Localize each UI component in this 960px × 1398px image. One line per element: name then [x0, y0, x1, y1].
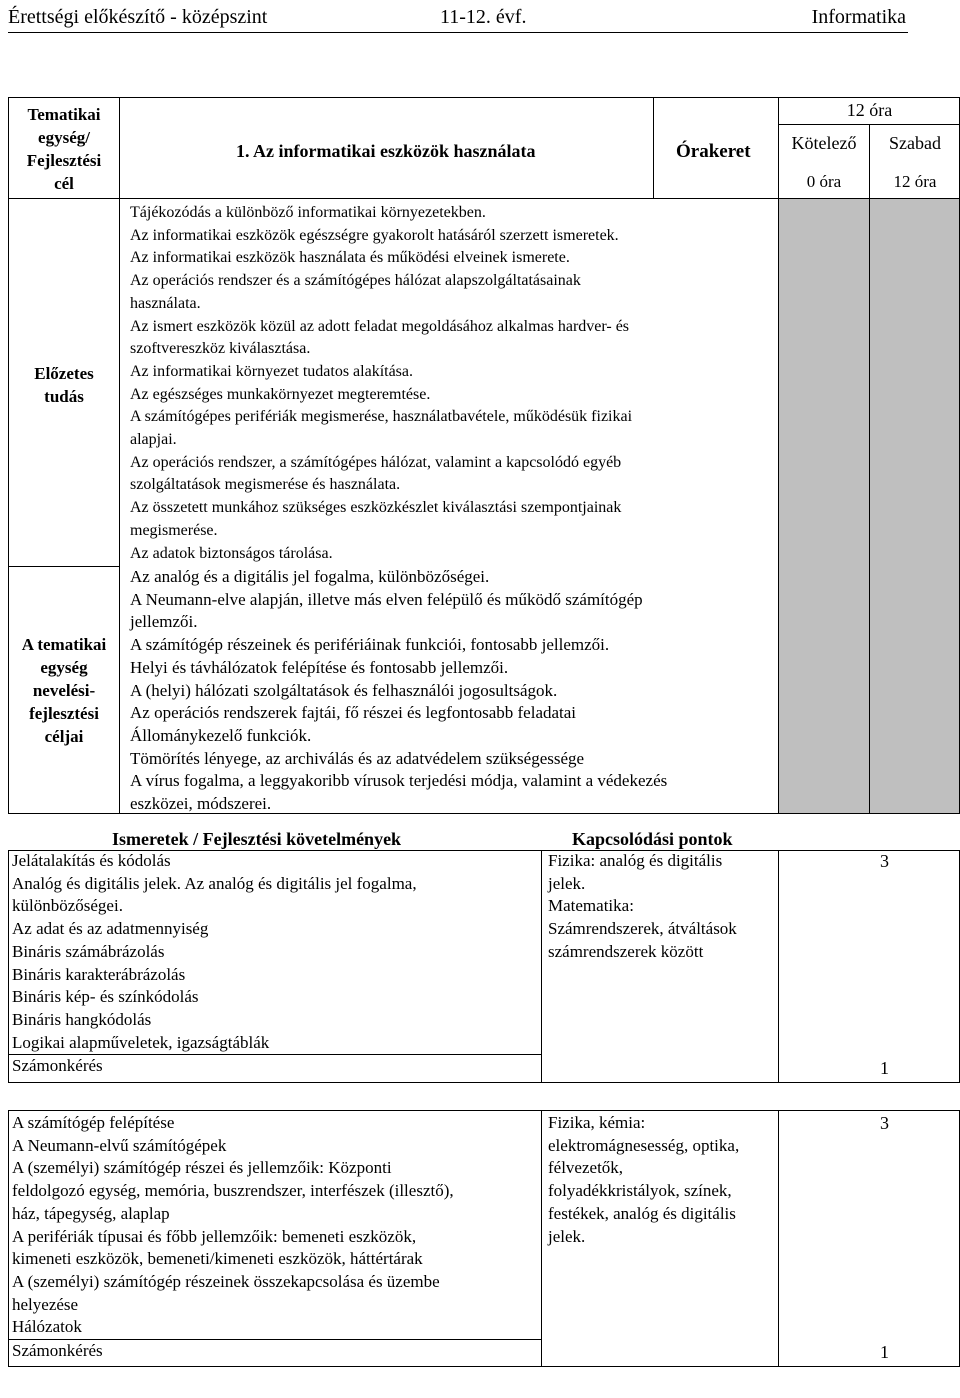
list-item: Az informatikai környezet tudatos alakítása.: [130, 362, 414, 380]
celjai-list: [130, 566, 667, 816]
list-item: A számítógép felépítése: [12, 1113, 175, 1132]
list-item: Az adat és az adatmennyiség: [12, 919, 209, 939]
kotelezo-label: Kötelező: [791, 133, 857, 153]
list-item: A vírus fogalma, a leggyakoribb vírusok terjedési módja, valamint a védekezés: [130, 771, 668, 791]
page-header: [8, 4, 908, 33]
szabad-hours: 12 óra: [893, 172, 937, 191]
list-item: ház, tápegység, alaplap: [12, 1203, 170, 1223]
section-2-sep-1: [541, 1110, 542, 1367]
unit-title: 1. Az informatikai eszközök használata: [236, 141, 536, 161]
list-item: Tájékozódás a különböző informatikai környezetekben.: [130, 204, 486, 221]
list-item: A számítógép részeinek és perifériáinak funkciói, fontosabb jellemzői.: [130, 635, 610, 655]
total-hours: 12 óra: [846, 100, 893, 120]
list-item: Fizika: analóg és digitális: [548, 851, 723, 870]
list-item: Bináris kép- és színkódolás: [12, 987, 199, 1007]
orakeret-label: Órakeret: [676, 141, 751, 162]
orakeret-sep: [653, 97, 654, 198]
list-item: félvezetők,: [548, 1158, 624, 1178]
list-item: Az adatok biztonságos tárolása.: [130, 544, 333, 562]
top-row-sep-2: [8, 566, 119, 567]
list-item: jelek.: [548, 1226, 586, 1246]
list-item: Bináris hangkódolás: [12, 1009, 152, 1029]
list-item: A (személyi) számítógép részeinek összekapcsolása és üzembe: [12, 1271, 440, 1291]
kotelezo-hours: 0 óra: [806, 172, 842, 191]
header-subject: Informatika: [811, 6, 906, 28]
list-item: helyezése: [12, 1294, 79, 1314]
list-item: Az ismert eszközök közül az adott feladat megoldásához alkalmas hardver- és: [130, 317, 630, 335]
list-item: A Neumann-elvű számítógépek: [12, 1135, 227, 1155]
list-item: számrendszerek között: [548, 941, 704, 961]
list-item: Hálózatok: [12, 1317, 82, 1337]
section-1-sep-1: [541, 850, 542, 1083]
col-header-ismeretek: Ismeretek / Fejlesztési követelmények: [112, 829, 402, 849]
list-item: jelek.: [548, 873, 586, 893]
szabad-label: Szabad: [889, 133, 941, 153]
szabad-shade: [870, 199, 959, 813]
section-2-szamonkeres-hours: 1: [880, 1342, 889, 1362]
elozetes-label: Előzetes tudás: [34, 364, 94, 406]
list-item: Az egészséges munkakörnyezet megteremtése.: [130, 385, 431, 403]
list-item: A perifériák típusai és főbb jellemzőik: bemeneti eszközök,: [12, 1226, 417, 1246]
list-item: Jelátalakítás és kódolás: [12, 851, 171, 870]
list-item: Állománykezelő funkciók.: [130, 725, 312, 745]
section-2-hours: 3: [880, 1113, 889, 1133]
section-1-kapcsolodasi: [548, 850, 737, 964]
list-item: festékek, analóg és digitális: [548, 1203, 736, 1223]
list-item: Fizika, kémia:: [548, 1113, 646, 1132]
elozetes-list: [130, 202, 632, 565]
list-item: Helyi és távhálózatok felépítése és fontosabb jellemzői.: [130, 657, 509, 677]
list-item: Számrendszerek, átváltások: [548, 919, 737, 939]
list-item: eszközei, módszerei.: [130, 794, 272, 814]
list-item: Analóg és digitális jelek. Az analóg és digitális jel fogalma,: [12, 873, 417, 893]
top-col-sep-1: [119, 97, 120, 814]
list-item: A Neumann-elve alapján, illetve más elven felépülő és működő számítógép: [130, 589, 643, 609]
list-item: A számítógépes perifériák megismerése, használatbavétele, működésük fizikai: [130, 408, 633, 426]
list-item: szolgáltatások megismerése és használata.: [130, 476, 401, 494]
section-1-ismeretek: [12, 850, 417, 1054]
header-title: Érettségi előkészítő - középszint: [8, 6, 268, 28]
section-1-hours: 3: [880, 851, 889, 871]
list-item: A (személyi) számítógép részei és jellemzőik: Központi: [12, 1158, 392, 1178]
list-item: alapjai.: [130, 431, 177, 449]
list-item: Az informatikai eszközök használata és működési elveinek ismerete.: [130, 249, 570, 267]
list-item: szoftvereszköz kiválasztása.: [130, 340, 311, 358]
list-item: Az operációs rendszer és a számítógépes hálózat alapszolgáltatásainak: [130, 272, 581, 290]
unit-label: Tematikai egység/ Fejlesztési cél: [26, 105, 102, 193]
section-1-szamonkeres-hours: 1: [880, 1058, 889, 1078]
list-item: A (helyi) hálózati szolgáltatások és felhasználói jogosultságok.: [130, 680, 558, 700]
list-item: Bináris számábrázolás: [12, 941, 165, 961]
section-1-sep-2: [778, 850, 779, 1083]
list-item: feldolgozó egység, memória, buszrendszer, interfészek (illesztő),: [12, 1181, 454, 1201]
list-item: Logikai alapműveletek, igazságtáblák: [12, 1032, 270, 1052]
list-item: elektromágnesesség, optika,: [548, 1135, 740, 1155]
section-2-sep-2: [778, 1110, 779, 1367]
list-item: Matematika:: [548, 896, 634, 916]
list-item: Bináris karakterábrázolás: [12, 964, 186, 984]
section-1-szamonkeres: Számonkérés: [12, 1056, 103, 1075]
section-2-szamonkeres: Számonkérés: [12, 1341, 103, 1360]
hours-row-sep: [778, 124, 960, 125]
list-item: Tömörítés lényege, az archiválás és az adatvédelem szükségessége: [130, 748, 585, 768]
list-item: folyadékkristályok, színek,: [548, 1181, 732, 1201]
celjai-label: A tematikai egység nevelési- fejlesztési céljai: [21, 635, 107, 746]
list-item: Az analóg és a digitális jel fogalma, különbözőségei.: [130, 567, 490, 586]
section-2-kapcsolodasi: [548, 1112, 739, 1248]
list-item: megismerése.: [130, 521, 218, 539]
kotelezo-shade: [779, 199, 869, 813]
list-item: Az informatikai eszközök egészségre gyakorolt hatásáról szerzett ismeretek.: [130, 226, 619, 244]
section-2-ismeretek: [12, 1112, 454, 1339]
list-item: jellemzői.: [130, 612, 198, 632]
list-item: különbözőségei.: [12, 896, 123, 916]
list-item: Az operációs rendszer, a számítógépes hálózat, valamint a kapcsolódó egyéb: [130, 453, 622, 471]
list-item: Az összetett munkához szükséges eszközkészlet kiválasztási szempontjainak: [130, 499, 622, 517]
list-item: Az operációs rendszerek fajtái, fő részei és legfontosabb feladatai: [130, 703, 577, 723]
list-item: kimeneti eszközök, bemeneti/kimeneti eszközök, háttértárak: [12, 1249, 423, 1269]
section-2-rowsep: [8, 1339, 541, 1340]
list-item: használata.: [130, 294, 201, 312]
col-header-kapcsolodasi: Kapcsolódási pontok: [572, 829, 733, 849]
header-grade: 11-12. évf.: [440, 6, 527, 28]
